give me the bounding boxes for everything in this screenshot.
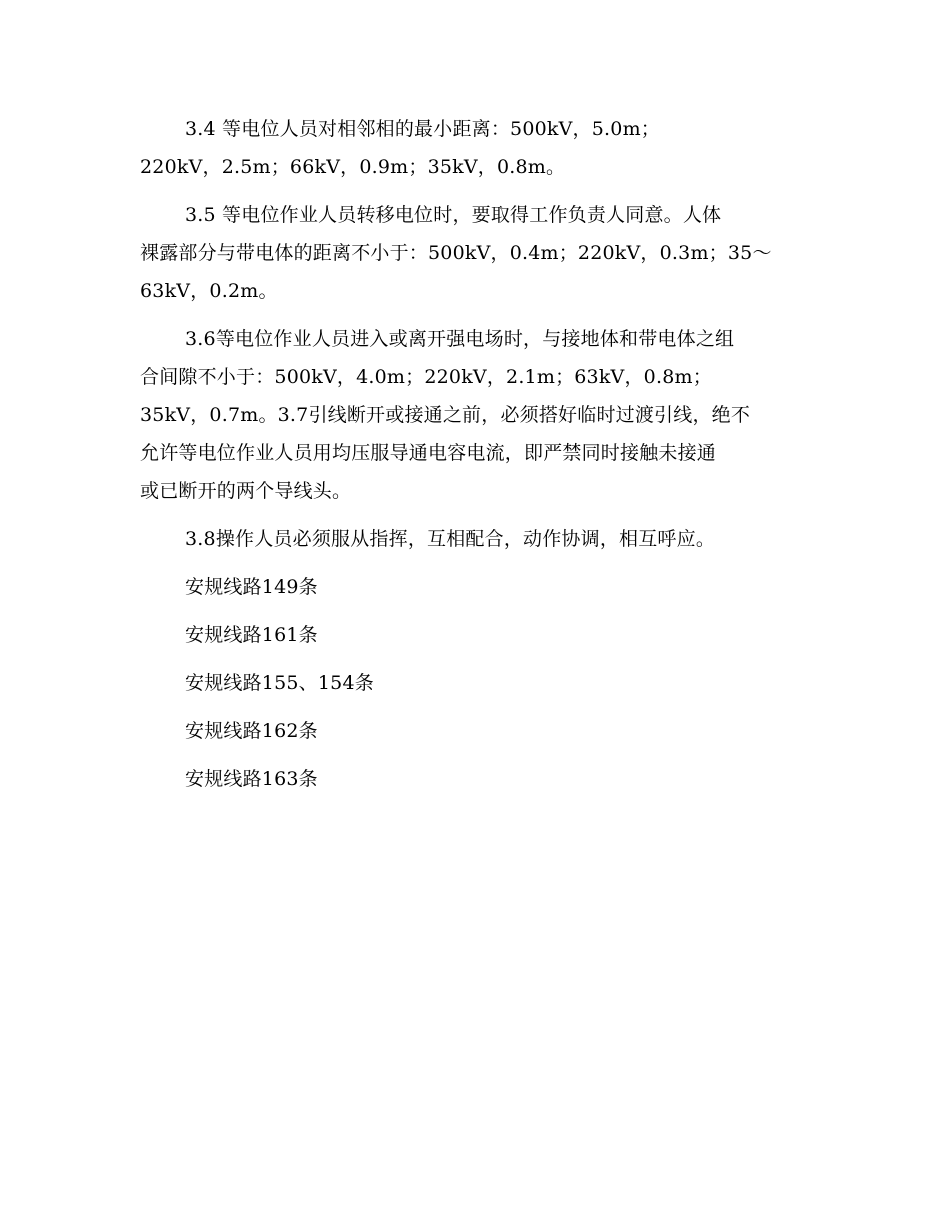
- text-line: 3.6等电位作业人员进入或离开强电场时，与接地体和带电体之组: [185, 328, 735, 350]
- text-line: 3.4 等电位人员对相邻相的最小距离：500kV，5.0m；: [185, 118, 660, 140]
- reference-line: 安规线路162条: [185, 720, 318, 742]
- reference-line: 安规线路149条: [185, 576, 318, 598]
- text-line: 35kV，0.7m。3.7引线断开或接通之前，必须搭好临时过渡引线，绝不: [140, 404, 751, 426]
- paragraph-3-5: [140, 196, 815, 310]
- paragraph-3-8: [140, 520, 815, 558]
- text-line: 裸露部分与带电体的距离不小于：500kV，0.4m；220kV，0.3m；35～: [140, 242, 772, 264]
- text-line: 63kV，0.2m。: [140, 280, 278, 302]
- text-line: 220kV，2.5m；66kV，0.9m；35kV，0.8m。: [140, 156, 566, 178]
- reference-line: 安规线路155、154条: [185, 672, 374, 694]
- text-line: 3.8操作人员必须服从指挥，互相配合，动作协调，相互呼应。: [185, 528, 716, 550]
- reference-line: 安规线路163条: [185, 768, 318, 790]
- paragraph-3-6: [140, 320, 815, 510]
- text-line: 允许等电位作业人员用均压服导通电容电流，即严禁同时接触未接通: [140, 442, 717, 464]
- text-line: 3.5 等电位作业人员转移电位时，要取得工作负责人同意。人体: [185, 204, 722, 226]
- text-line: 或已断开的两个导线头。: [140, 480, 352, 502]
- document-page: [140, 110, 815, 798]
- reference-line: 安规线路161条: [185, 624, 318, 646]
- text-line: 合间隙不小于：500kV，4.0m；220kV，2.1m；63kV，0.8m；: [140, 366, 712, 388]
- paragraph-3-4: [140, 110, 815, 186]
